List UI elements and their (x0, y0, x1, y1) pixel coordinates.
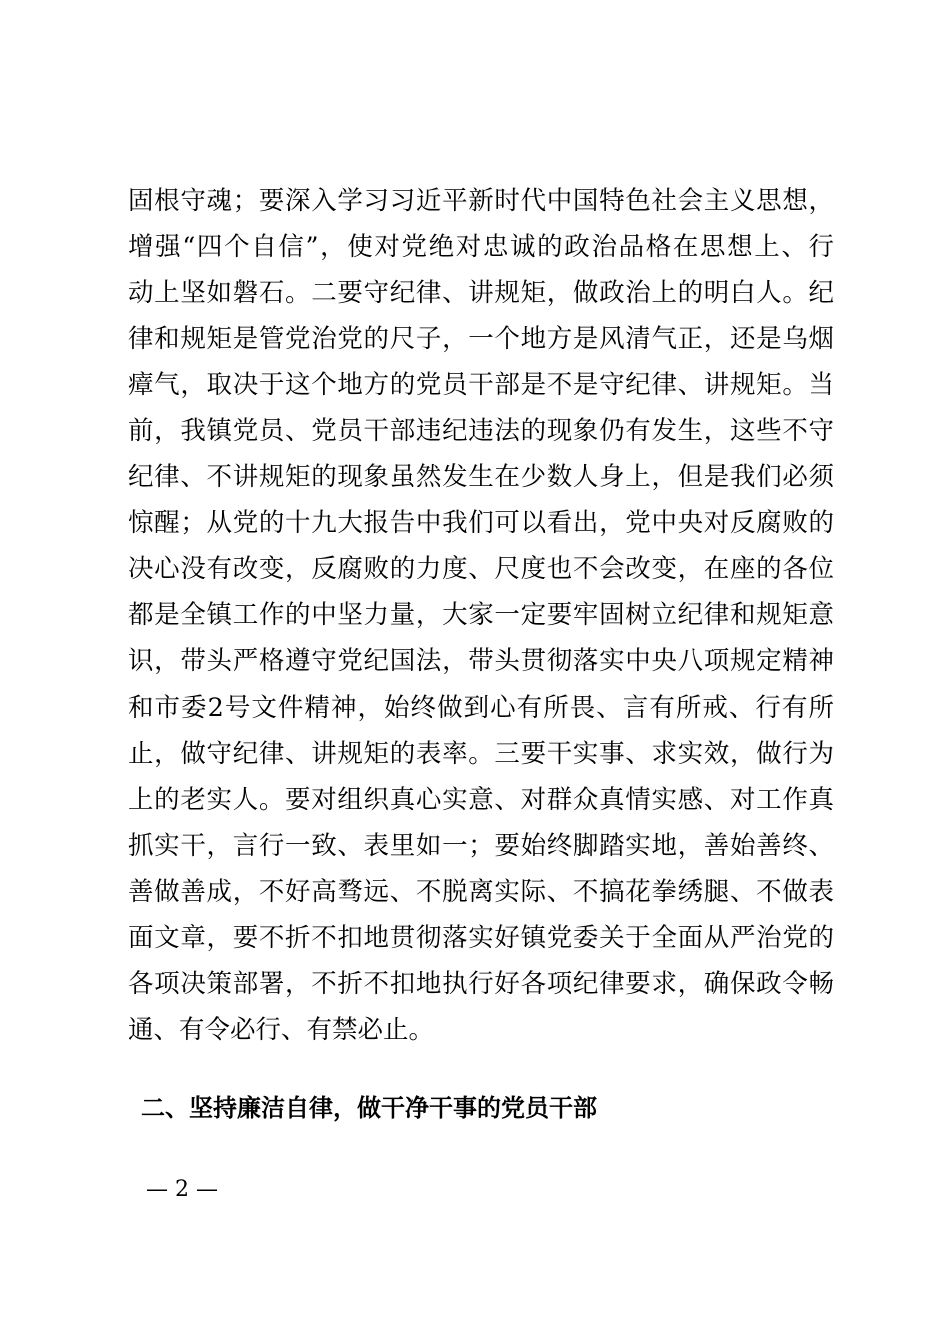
paragraph-line: 纪律、不讲规矩的现象虽然发生在少数人身上，但是我们必须 (128, 462, 834, 493)
paragraph-line: 律和规矩是管党治党的尺子，一个地方是风清气正，还是乌烟 (128, 324, 834, 355)
paragraph-line: 通、有令必行、有禁必止。 (128, 1014, 435, 1045)
paragraph-line: 上的老实人。要对组织真心实意、对群众真情实感、对工作真 (128, 784, 834, 815)
paragraph-line: 动上坚如磐石。二要守纪律、讲规矩，做政治上的明白人。纪 (128, 278, 834, 309)
paragraph-line: 抓实干，言行一致、表里如一；要始终脚踏实地，善始善终、 (128, 830, 834, 861)
paragraph-line: 前，我镇党员、党员干部违纪违法的现象仍有发生，这些不守 (128, 416, 834, 447)
paragraph-line: 固根守魂；要深入学习习近平新时代中国特色社会主义思想， (128, 186, 834, 216)
paragraph-line: 善做善成，不好高骛远、不脱离实际、不搞花拳绣腿、不做表 (128, 876, 834, 907)
body-paragraph (128, 178, 834, 1053)
section-heading: 二、坚持廉洁自律，做干净干事的党员干部 (141, 1094, 597, 1122)
paragraph-line: 瘴气，取决于这个地方的党员干部是不是守纪律、讲规矩。当 (128, 370, 834, 401)
paragraph-line: 和市委2号文件精神，始终做到心有所畏、言有所戒、行有所 (128, 692, 834, 723)
paragraph-line: 增强“四个自信”，使对党绝对忠诚的政治品格在思想上、行 (128, 232, 834, 263)
paragraph-line: 面文章，要不折不扣地贯彻落实好镇党委关于全面从严治党的 (128, 922, 834, 953)
page-number: — 2 — (146, 1177, 218, 1202)
paragraph-line: 各项决策部署，不折不扣地执行好各项纪律要求，确保政令畅 (128, 968, 834, 999)
paragraph-line: 识，带头严格遵守党纪国法，带头贯彻落实中央八项规定精神 (128, 646, 834, 677)
paragraph-line: 决心没有改变，反腐败的力度、尺度也不会改变，在座的各位 (128, 554, 834, 585)
paragraph-line: 都是全镇工作的中坚力量，大家一定要牢固树立纪律和规矩意 (128, 600, 834, 631)
paragraph-line: 止，做守纪律、讲规矩的表率。三要干实事、求实效，做行为 (128, 738, 834, 769)
paragraph-line: 惊醒；从党的十九大报告中我们可以看出，党中央对反腐败的 (128, 508, 834, 539)
